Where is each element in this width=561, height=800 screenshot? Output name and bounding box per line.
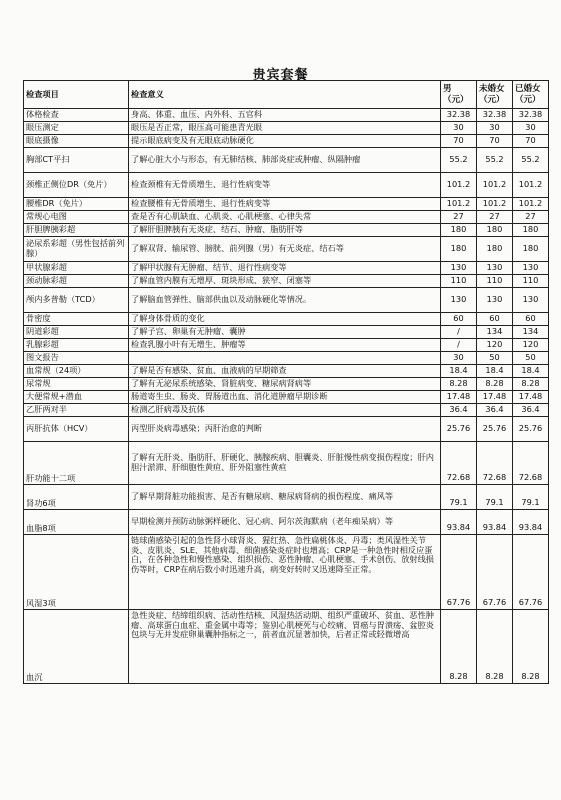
unmarried-female-price-cell: 130	[477, 288, 513, 313]
item-name-cell: 大便常规+潜血	[24, 391, 129, 404]
unmarried-female-price-cell: 50	[477, 352, 513, 365]
married-female-price-cell: 93.84	[513, 510, 549, 535]
male-price-cell: 55.2	[441, 148, 477, 173]
item-name-cell: 肝功能十二项	[24, 442, 129, 485]
unmarried-female-price-cell: 79.1	[477, 485, 513, 510]
unmarried-female-price-cell: 67.76	[477, 535, 513, 610]
table-row	[24, 275, 549, 288]
unmarried-female-price-cell: 70	[477, 135, 513, 148]
item-name-cell: 尿常规	[24, 378, 129, 391]
male-price-cell: 130	[441, 288, 477, 313]
table-row	[24, 173, 549, 198]
married-female-price-cell: 50	[513, 352, 549, 365]
item-meaning-cell: 检测乙肝病毒及抗体	[129, 404, 441, 417]
item-name-cell: 血脂8项	[24, 510, 129, 535]
item-name-cell: 风湿3项	[24, 535, 129, 610]
item-meaning-cell: 丙型肝炎病毒感染；丙肝治愈的判断	[129, 417, 441, 442]
male-price-cell: 70	[441, 135, 477, 148]
married-female-price-cell: 134	[513, 326, 549, 339]
item-name-cell: 阴道彩超	[24, 326, 129, 339]
unmarried-female-price-cell: 30	[477, 122, 513, 135]
table-row	[24, 109, 549, 122]
table-row	[24, 198, 549, 211]
male-price-cell: 25.76	[441, 417, 477, 442]
table-row	[24, 352, 549, 365]
table-header-row	[24, 81, 549, 109]
married-female-price-cell: 130	[513, 262, 549, 275]
item-name-cell: 乙肝两对半	[24, 404, 129, 417]
table-row	[24, 610, 549, 684]
item-name-cell: 腰椎DR（免片）	[24, 198, 129, 211]
table-row	[24, 378, 549, 391]
header-unmarried-label: 未婚女 （元）	[479, 84, 505, 105]
table-row	[24, 391, 549, 404]
table-row	[24, 417, 549, 442]
item-meaning-cell	[129, 352, 441, 365]
unmarried-female-price-cell: 17.48	[477, 391, 513, 404]
item-name-cell: 血常规（24项）	[24, 365, 129, 378]
married-female-price-cell: 27	[513, 211, 549, 224]
table-row	[24, 535, 549, 610]
unmarried-female-price-cell: 130	[477, 262, 513, 275]
male-price-cell: 72.68	[441, 442, 477, 485]
male-price-cell: 8.28	[441, 378, 477, 391]
header-item: 检查项目	[24, 81, 129, 109]
married-female-price-cell: 55.2	[513, 148, 549, 173]
item-name-cell: 胸部CT平扫	[24, 148, 129, 173]
item-name-cell: 泌尿系彩超（男性包括前列腺）	[24, 237, 129, 262]
item-meaning-cell: 链球菌感染引起的急性肾小球肾炎、猩红热、急性扁桃体炎、丹毒；类风湿性关节炎、皮肌炎、SLE、其他病毒、细菌感染炎症时也增高；CRP是一种急性时相反应蛋白，在各种急性和慢性感染、组织损伤、恶性肿瘤、心肌梗塞、手术创伤、放射线损伤等时，CRP在病后数小时迅速升高，病变好转时又迅速降至正常。	[129, 535, 441, 610]
married-female-price-cell: 101.2	[513, 198, 549, 211]
married-female-price-cell: 180	[513, 224, 549, 237]
item-meaning-cell: 急性炎症、结缔组织病、活动性结核、风湿热活动期、组织严重破坏、贫血、恶性肿瘤、高球蛋白血症、重金属中毒等；鉴别心肌梗死与心绞痛、胃癌与胃溃疡、盆腔炎包块与无并发症卵巢囊肿指标之一，前者血沉显著加快，后者正常或轻微增高	[129, 610, 441, 684]
table-row	[24, 211, 549, 224]
male-price-cell: 93.84	[441, 510, 477, 535]
item-name-cell: 甲状腺彩超	[24, 262, 129, 275]
married-female-price-cell: 17.48	[513, 391, 549, 404]
item-meaning-cell: 了解有无肝炎、脂肪肝、肝硬化、胰腺疾病、胆囊炎、肝脏慢性病变损伤程度；肝内胆汁淤滞、肝细胞性黄疸、肝外阻塞性黄疸	[129, 442, 441, 485]
married-female-price-cell: 67.76	[513, 535, 549, 610]
unmarried-female-price-cell: 180	[477, 224, 513, 237]
item-name-cell: 丙肝抗体（HCV）	[24, 417, 129, 442]
table-row	[24, 288, 549, 313]
item-name-cell: 骨密度	[24, 313, 129, 326]
item-name-cell: 眼底摄像	[24, 135, 129, 148]
header-married-label: 已婚女 （元）	[515, 84, 541, 105]
table-row	[24, 237, 549, 262]
unmarried-female-price-cell: 36.4	[477, 404, 513, 417]
married-female-price-cell: 79.1	[513, 485, 549, 510]
table-row	[24, 148, 549, 173]
item-meaning-cell: 检查乳腺小叶有无增生、肿瘤等	[129, 339, 441, 352]
unmarried-female-price-cell: 55.2	[477, 148, 513, 173]
male-price-cell: 180	[441, 224, 477, 237]
table-row	[24, 442, 549, 485]
male-price-cell: 18.4	[441, 365, 477, 378]
married-female-price-cell: 18.4	[513, 365, 549, 378]
item-meaning-cell: 查是否有心肌缺血、心肌炎、心肌梗塞、心律失常	[129, 211, 441, 224]
male-price-cell: 36.4	[441, 404, 477, 417]
unmarried-female-price-cell: 72.68	[477, 442, 513, 485]
item-meaning-cell: 检查颈椎有无骨质增生、退行性病变等	[129, 173, 441, 198]
unmarried-female-price-cell: 101.2	[477, 198, 513, 211]
unmarried-female-price-cell: 60	[477, 313, 513, 326]
unmarried-female-price-cell: 27	[477, 211, 513, 224]
item-name-cell: 颅内多普勒（TCD）	[24, 288, 129, 313]
married-female-price-cell: 180	[513, 237, 549, 262]
married-female-price-cell: 70	[513, 135, 549, 148]
item-meaning-cell: 了解甲状腺有无肿瘤、结节、退行性病变等	[129, 262, 441, 275]
unmarried-female-price-cell: 134	[477, 326, 513, 339]
male-price-cell: 8.28	[441, 610, 477, 684]
item-meaning-cell: 了解肝胆脾胰有无炎症、结石、肿瘤、脂肪肝等	[129, 224, 441, 237]
item-meaning-cell: 早期检测并预防动脉粥样硬化、冠心病、阿尔茨海默病（老年痴呆病）等	[129, 510, 441, 535]
header-married-female-price	[513, 81, 549, 109]
item-name-cell: 血沉	[24, 610, 129, 684]
married-female-price-cell: 101.2	[513, 173, 549, 198]
married-female-price-cell: 130	[513, 288, 549, 313]
male-price-cell: 101.2	[441, 173, 477, 198]
male-price-cell: 79.1	[441, 485, 477, 510]
item-meaning-cell: 了解有无泌尿系统感染、肾脏病变、糖尿病肾病等	[129, 378, 441, 391]
table-row	[24, 326, 549, 339]
item-meaning-cell: 检查腰椎有无骨质增生、退行性病变等	[129, 198, 441, 211]
married-female-price-cell: 8.28	[513, 610, 549, 684]
item-meaning-cell: 了解脑血管弹性、脑部供血以及动脉硬化等情况。	[129, 288, 441, 313]
male-price-cell: 32.38	[441, 109, 477, 122]
item-meaning-cell: 了解早期肾脏功能损害、是否有糖尿病、糖尿病肾病的损伤程度、痛风等	[129, 485, 441, 510]
married-female-price-cell: 120	[513, 339, 549, 352]
unmarried-female-price-cell: 32.38	[477, 109, 513, 122]
male-price-cell: 30	[441, 122, 477, 135]
male-price-cell: 110	[441, 275, 477, 288]
male-price-cell: /	[441, 339, 477, 352]
married-female-price-cell: 30	[513, 122, 549, 135]
married-female-price-cell: 36.4	[513, 404, 549, 417]
item-meaning-cell: 了解血管内膜有无增厚、斑块形成、狭窄、闭塞等	[129, 275, 441, 288]
table-row	[24, 135, 549, 148]
male-price-cell: 17.48	[441, 391, 477, 404]
package-table	[23, 80, 549, 684]
married-female-price-cell: 60	[513, 313, 549, 326]
unmarried-female-price-cell: 110	[477, 275, 513, 288]
item-name-cell: 肝胆脾胰彩超	[24, 224, 129, 237]
unmarried-female-price-cell: 8.28	[477, 610, 513, 684]
item-name-cell: 眼压测定	[24, 122, 129, 135]
table-row	[24, 122, 549, 135]
unmarried-female-price-cell: 25.76	[477, 417, 513, 442]
item-meaning-cell: 了解身体骨质的变化	[129, 313, 441, 326]
header-unmarried-female-price	[477, 81, 513, 109]
table-row	[24, 485, 549, 510]
table-row	[24, 339, 549, 352]
item-name-cell: 肾功6项	[24, 485, 129, 510]
male-price-cell: 180	[441, 237, 477, 262]
page-title: 贵宾套餐	[252, 68, 309, 83]
table-row	[24, 510, 549, 535]
unmarried-female-price-cell: 180	[477, 237, 513, 262]
item-meaning-cell: 了解双肾、输尿管、膀胱、前列腺（男）有无炎症、结石等	[129, 237, 441, 262]
table-row	[24, 224, 549, 237]
item-meaning-cell: 了解子宫、卵巢有无肿瘤、囊肿	[129, 326, 441, 339]
married-female-price-cell: 110	[513, 275, 549, 288]
header-male-price	[441, 81, 477, 109]
item-meaning-cell: 提示眼底病变及有无眼底动脉硬化	[129, 135, 441, 148]
table-row	[24, 262, 549, 275]
item-name-cell: 体格检查	[24, 109, 129, 122]
male-price-cell: 101.2	[441, 198, 477, 211]
item-meaning-cell: 了解心脏大小与形态，有无肺结核、肺部炎症或肿瘤、纵隔肿瘤	[129, 148, 441, 173]
unmarried-female-price-cell: 8.28	[477, 378, 513, 391]
unmarried-female-price-cell: 93.84	[477, 510, 513, 535]
header-male-label: 男 （元）	[443, 84, 469, 105]
item-meaning-cell: 身高、体重、血压、内外科、五官科	[129, 109, 441, 122]
item-meaning-cell: 了解是否有感染、贫血、血液病的早期筛查	[129, 365, 441, 378]
married-female-price-cell: 32.38	[513, 109, 549, 122]
married-female-price-cell: 8.28	[513, 378, 549, 391]
table-row	[24, 404, 549, 417]
male-price-cell: 30	[441, 352, 477, 365]
item-name-cell: 常规心电图	[24, 211, 129, 224]
table-row	[24, 313, 549, 326]
item-name-cell: 乳腺彩超	[24, 339, 129, 352]
male-price-cell: 67.76	[441, 535, 477, 610]
unmarried-female-price-cell: 101.2	[477, 173, 513, 198]
male-price-cell: /	[441, 326, 477, 339]
male-price-cell: 27	[441, 211, 477, 224]
male-price-cell: 130	[441, 262, 477, 275]
male-price-cell: 60	[441, 313, 477, 326]
item-name-cell: 颈动脉彩超	[24, 275, 129, 288]
item-name-cell: 图文报告	[24, 352, 129, 365]
header-meaning: 检查意义	[129, 81, 441, 109]
married-female-price-cell: 72.68	[513, 442, 549, 485]
married-female-price-cell: 25.76	[513, 417, 549, 442]
item-meaning-cell: 肠道寄生虫、肠炎、胃肠道出血、消化道肿瘤早期诊断	[129, 391, 441, 404]
unmarried-female-price-cell: 120	[477, 339, 513, 352]
item-meaning-cell: 眼压是否正常，眼压高可能患青光眼	[129, 122, 441, 135]
item-name-cell: 颈椎正侧位DR（免片）	[24, 173, 129, 198]
table-row	[24, 365, 549, 378]
unmarried-female-price-cell: 18.4	[477, 365, 513, 378]
